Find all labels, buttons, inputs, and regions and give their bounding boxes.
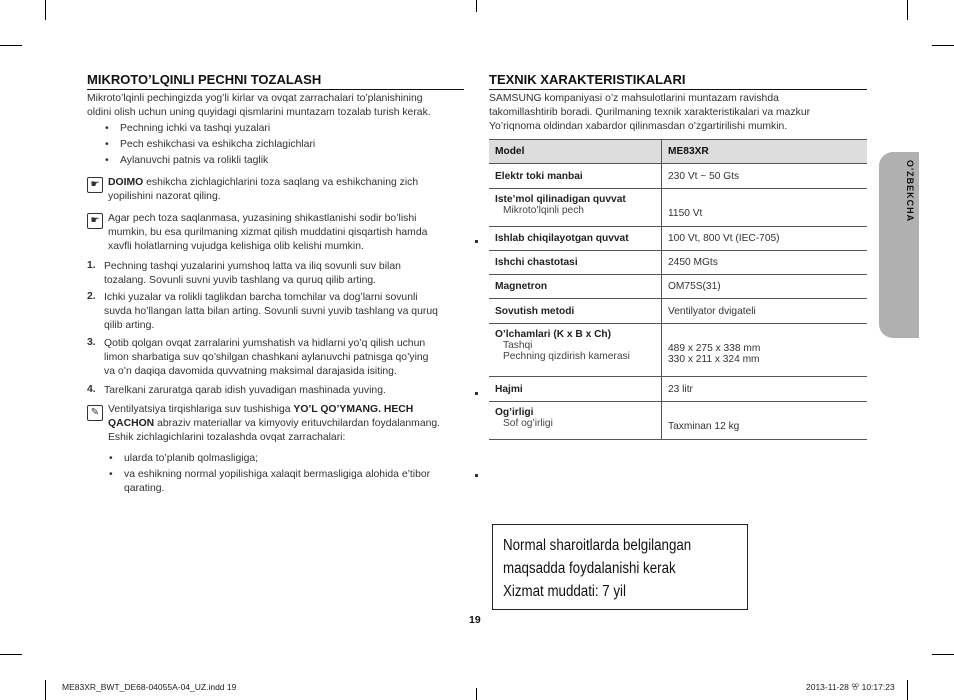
note-text: Ventilyatsiya tirqishlariga suv tushishiga YO’L QO’YMANG. HECH (108, 404, 414, 415)
notice-line: Normal sharoitlarda belgilangan (503, 537, 692, 554)
table-header-cell: ME83XR (662, 140, 868, 164)
specs-intro-line: Yo’riqnoma oldindan xabardor qilinmasdan o’zgartirilishi mumkin. (489, 121, 788, 132)
step-text: qilib arting. (104, 320, 155, 331)
list-item: • Pech eshikchasi va eshikcha zichlagichlari (120, 138, 315, 152)
spec-value: 230 Vt ~ 50 Gts (662, 164, 868, 189)
step-text: Ichki yuzalar va rolikli taglikdan barcha tomchilar va dog’larni sovunli (104, 292, 418, 303)
notice-line: Xizmat muddati: 7 yil (503, 583, 626, 600)
table-row (489, 251, 867, 275)
note-text: DOIMO eshikcha zichlagichlarini toza saqlang va eshikchaning zich (108, 177, 419, 188)
crop-mark (476, 0, 477, 12)
step-number: 2. (87, 291, 96, 302)
list-item: • Pechning ichki va tashqi yuzalari (120, 122, 270, 136)
spec-key: O’lchamlari (K x B x Ch) Tashqi Pechning qizdirish kamerasi (489, 324, 662, 377)
pencil-note-icon: ✎ (87, 405, 103, 421)
crop-mark (932, 45, 954, 46)
spec-value: 1150 Vt (662, 189, 868, 227)
crop-mark (45, 0, 46, 20)
page-number: 19 (469, 614, 481, 626)
separator-dot (475, 474, 478, 477)
pointing-hand-icon: ☛ (87, 213, 103, 229)
crop-mark (932, 654, 954, 655)
notice-line: maqsadda foydalanishi kerak (503, 560, 676, 577)
table-row (489, 227, 867, 251)
table-header-row (489, 140, 867, 164)
note-text: QACHON abraziv materiallar va kimyoviy erituvchilardan foydalanmang. (108, 418, 441, 429)
spec-value: 489 x 275 x 338 mm 330 x 211 x 324 mm (662, 324, 868, 377)
list-item: • Aylanuvchi patnis va rolikli taglik (120, 154, 268, 168)
crop-mark (0, 654, 22, 655)
specs-table (489, 139, 867, 440)
specs-section-title: TEXNIK XARAKTERISTIKALARI (489, 72, 867, 90)
footer-file-info: ME83XR_BWT_DE68-04055A-04_UZ.indd 19 (62, 682, 237, 692)
step-text: Pechning tashqi yuzalarini yumshoq latta va iliq sovunli suv bilan (104, 261, 401, 272)
note-text: xavfli holatlarning vujudga kelishiga olib kelishi mumkin. (108, 241, 364, 252)
spec-key: Elektr toki manbai (489, 164, 662, 189)
table-row (489, 275, 867, 299)
spec-key: Iste’mol qilinadigan quvvat Mikroto’lqinli pech (489, 189, 662, 227)
step-text: limon sharbatiga suv qo’shilgan chashkani aylanuvchi patnisga qo’ying (104, 352, 429, 363)
step-number: 1. (87, 260, 96, 271)
spec-value: 23 litr (662, 377, 868, 402)
service-life-notice (492, 524, 748, 610)
step-text: Qotib qolgan ovqat zarralarini yumshatish va hidlarni yo’q qilish uchun (104, 338, 426, 349)
crop-mark (907, 680, 908, 700)
step-text: Tarelkani zaruratga qarab idish yuvadigan mashinada yuving. (104, 385, 386, 396)
spec-key: Ishchi chastotasi (489, 251, 662, 275)
spec-value: Ventilyator dvigateli (662, 299, 868, 324)
table-row (489, 299, 867, 324)
table-row (489, 189, 867, 227)
spec-key: Hajmi (489, 377, 662, 402)
table-row (489, 324, 867, 377)
step-text: va o’n daqiqa davomida quvvatning maksimal darajasida isiting. (104, 366, 397, 377)
spec-value: 2450 MGts (662, 251, 868, 275)
note-text: Eshik zichlagichlarini tozalashda ovqat zarrachalari: (108, 432, 346, 443)
spec-key: Og’irligi Sof og’irligi (489, 402, 662, 440)
separator-dot (475, 392, 478, 395)
step-text: suvda ho’llangan latta bilan arting. Sovunli suvni yuvib tashlang va quruq (104, 306, 438, 317)
table-row (489, 402, 867, 440)
spec-key: Magnetron (489, 275, 662, 299)
spec-key: Ishlab chiqilayotgan quvvat (489, 227, 662, 251)
list-item: • va eshikning normal yopilishiga xalaqit bermasligiga alohida e’tibor (124, 468, 430, 482)
specs-intro-line: SAMSUNG kompaniyasi o’z mahsulotlarini muntazam ravishda (489, 93, 779, 104)
table-row (489, 377, 867, 402)
note-text: Agar pech toza saqlanmasa, yuzasining shikastlanishi sodir bo’lishi (108, 213, 417, 224)
language-label: O'ZBEKCHA (905, 160, 915, 223)
list-item-continuation: qarating. (124, 483, 165, 494)
spec-value: Taxminan 12 kg (662, 402, 868, 440)
note-text: yopilishini nazorat qiling. (108, 191, 221, 202)
crop-mark (45, 680, 46, 700)
cleaning-intro-line: oldini olish uchun uning quyidagi qismlarini muntazam tozalab turish kerak. (87, 107, 431, 118)
cleaning-intro-line: Mikroto’lqinli pechingizda yog’li kirlar va ovqat zarrachalari to’planishining (87, 93, 423, 104)
crop-mark (907, 0, 908, 20)
pointing-hand-icon: ☛ (87, 177, 103, 193)
footer-timestamp: 2013-11-28 ꕢ 10:17:23 (806, 682, 895, 692)
spec-value: OM75S(31) (662, 275, 868, 299)
spec-key: Sovutish metodi (489, 299, 662, 324)
spec-value: 100 Vt, 800 Vt (IEC-705) (662, 227, 868, 251)
note-text: mumkin, bu esa qurilmaning xizmat qilish muddatini qisqartish hamda (108, 227, 428, 238)
crop-mark (476, 688, 477, 700)
cleaning-section-title: MIKROTO’LQINLI PECHNI TOZALASH (87, 72, 464, 90)
step-text: tozalang. Sovunli suvni yuvib tashlang va quruq qilib arting. (104, 275, 377, 286)
table-header-cell: Model (489, 140, 662, 164)
list-item: • ularda to’planib qolmasligiga; (124, 452, 258, 466)
step-number: 4. (87, 384, 96, 395)
specs-intro-line: takomillashtirib boradi. Qurilmaning texnik xarakteristikalari va mazkur (489, 107, 811, 118)
separator-dot (475, 240, 478, 243)
step-number: 3. (87, 337, 96, 348)
table-row (489, 164, 867, 189)
crop-mark (0, 45, 22, 46)
